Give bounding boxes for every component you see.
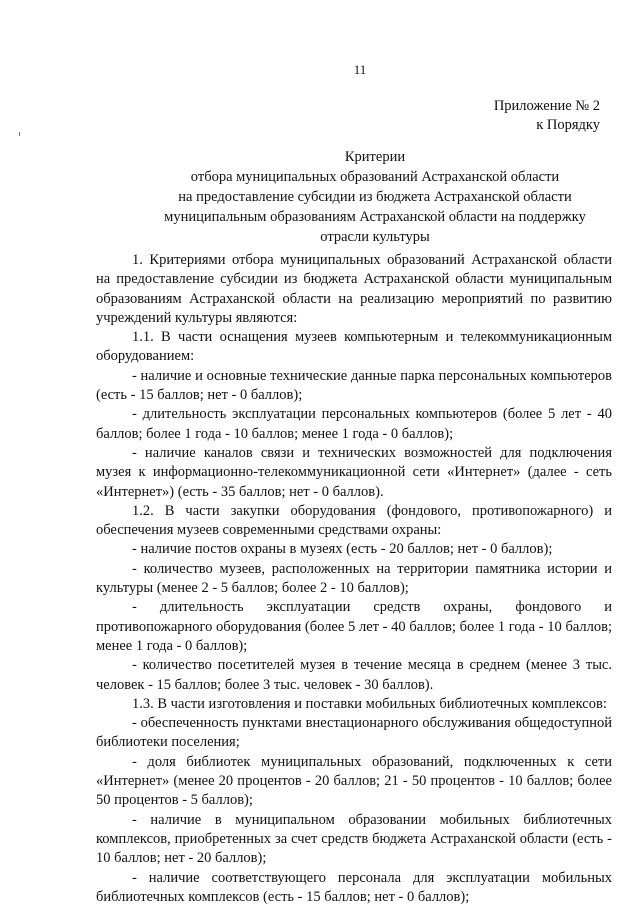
- list-item: - количество музеев, расположенных на территории памятника истории и культуры (менее 2 - 5 баллов; более 2 - 10 баллов);: [96, 560, 612, 599]
- page-number: 11: [0, 62, 640, 78]
- list-item: - количество посетителей музея в течение месяца в среднем (менее 3 тыс. человек - 15 баллов; более 3 тыс. человек - 30 баллов).: [96, 656, 612, 695]
- list-item: - наличие каналов связи и технических возможностей для подключения музея к информационно-телекоммуникационной сети «Интернет» (далее - сеть «Интернет») (есть - 35 баллов; нет - 0 баллов).: [96, 444, 612, 502]
- list-item: - наличие и основные технические данные парка персональных компьютеров (есть - 15 баллов; нет - 0 баллов);: [96, 367, 612, 406]
- title-heading: Критерии: [150, 147, 600, 167]
- appendix-line-1: Приложение № 2: [494, 97, 600, 116]
- title-line-3: муниципальным образованиям Астраханской области на поддержку: [150, 207, 600, 227]
- list-item: - длительность эксплуатации средств охраны, фондового и противопожарного оборудования (более 5 лет - 40 баллов; более 1 года - 10 баллов; менее 1 года - 0 баллов);: [96, 598, 612, 656]
- list-item: - обеспеченность пунктами внестационарного обслуживания общедоступной библиотеки поселения;: [96, 714, 612, 753]
- appendix-line-2: к Порядку: [494, 116, 600, 135]
- document-title: [150, 147, 600, 247]
- document-body: [96, 251, 612, 907]
- margin-mark: [19, 132, 20, 136]
- title-line-4: отрасли культуры: [150, 227, 600, 247]
- paragraph-section-1-2: 1.2. В части закупки оборудования (фондового, противопожарного) и обеспечения музеев современными средствами охраны:: [96, 502, 612, 541]
- list-item: - наличие постов охраны в музеях (есть - 20 баллов; нет - 0 баллов);: [96, 540, 612, 559]
- list-item: - наличие в муниципальном образовании мобильных библиотечных комплексов, приобретенных за счет средств бюджета Астраханской области (есть - 10 баллов; нет - 20 баллов);: [96, 811, 612, 869]
- list-item: - длительность эксплуатации персональных компьютеров (более 5 лет - 40 баллов; более 1 года - 10 баллов; менее 1 года - 0 баллов);: [96, 405, 612, 444]
- title-line-2: на предоставление субсидии из бюджета Астраханской области: [150, 187, 600, 207]
- paragraph-section-1-3: 1.3. В части изготовления и поставки мобильных библиотечных комплексов:: [96, 695, 612, 714]
- list-item: - наличие соответствующего персонала для эксплуатации мобильных библиотечных комплексов (есть - 15 баллов; нет - 0 баллов);: [96, 869, 612, 907]
- appendix-reference: [494, 97, 600, 135]
- list-item: - доля библиотек муниципальных образований, подключенных к сети «Интернет» (менее 20 процентов - 20 баллов; 21 - 50 процентов - 10 баллов; более 50 процентов - 5 баллов);: [96, 753, 612, 811]
- paragraph-section-1-1: 1.1. В части оснащения музеев компьютерным и телекоммуникационным оборудованием:: [96, 328, 612, 367]
- paragraph-criteria-intro: 1. Критериями отбора муниципальных образований Астраханской области на предоставление субсидии из бюджета Астраханской области муниципальным образованиям Астраханской области на реализацию мероприятий по развитию учреждений культуры являются:: [96, 251, 612, 328]
- title-line-1: отбора муниципальных образований Астраханской области: [150, 167, 600, 187]
